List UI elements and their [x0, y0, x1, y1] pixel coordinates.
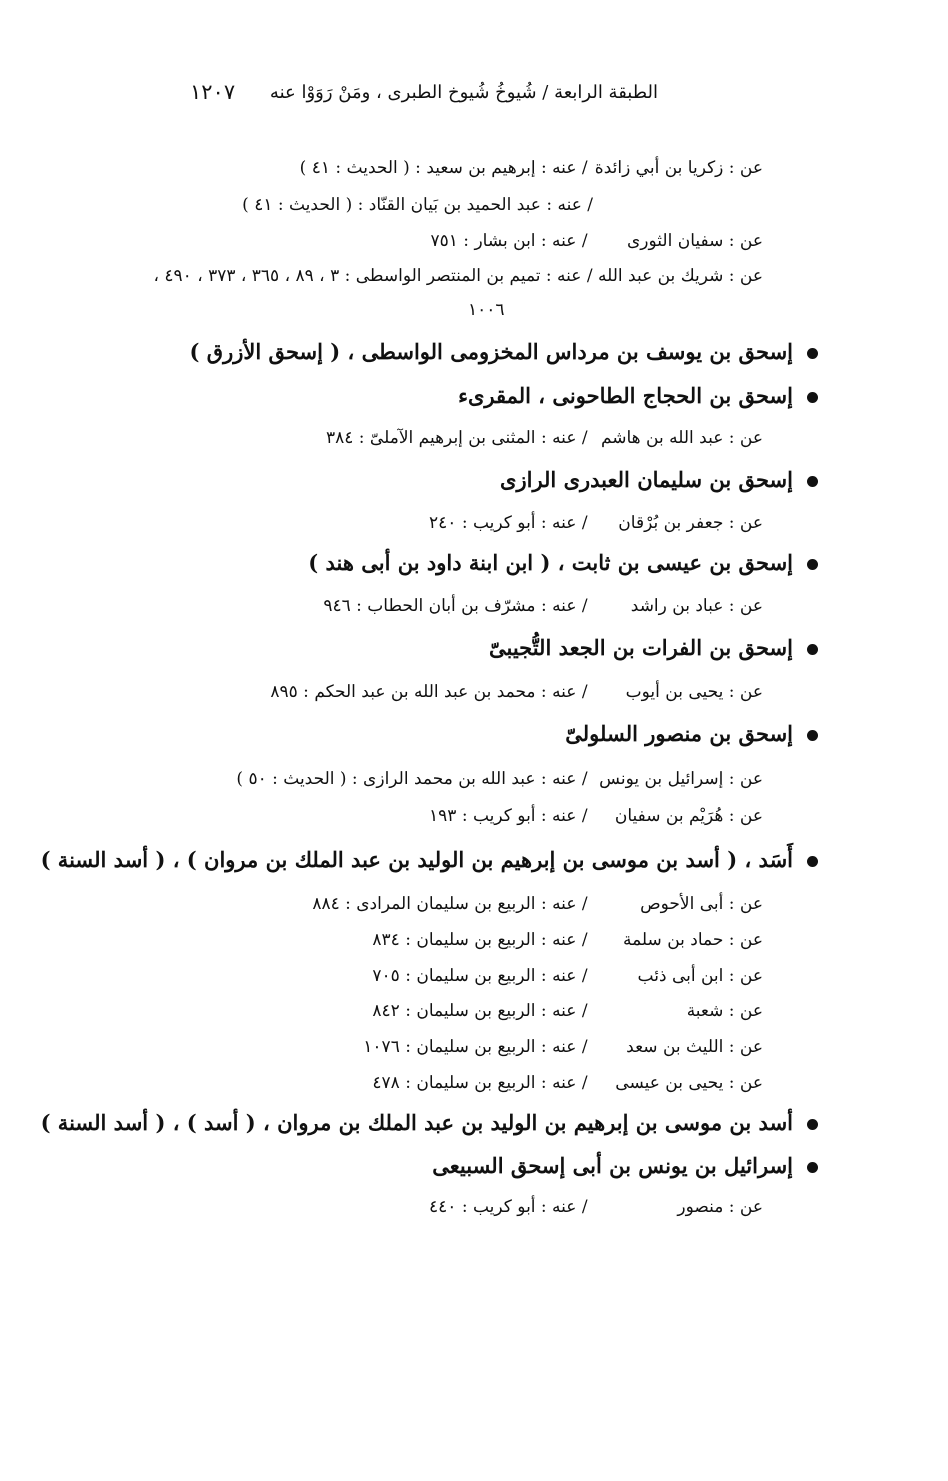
- narration-row: [423, 804, 763, 828]
- bullet-icon: [807, 730, 818, 741]
- narrated-from: عن : شعبة: [686, 1001, 763, 1021]
- bullet-icon: [807, 476, 818, 487]
- entry-heading: إسحق بن سليمان العبدرى الرازى: [500, 466, 818, 494]
- bullet-icon: [807, 856, 818, 867]
- bullet-icon: [807, 392, 818, 403]
- page-number: ١٢٠٧: [190, 80, 236, 104]
- narrated-from: عن : عبد الله بن هاشم: [600, 428, 763, 448]
- narrated-to: / عنه : الربيع بن سليمان : ٨٤٢: [372, 1001, 588, 1021]
- narration-row: [230, 767, 763, 791]
- narrated-from: عن : عباد بن راشد: [630, 596, 763, 616]
- narrated-to: / عنه : أبو كريب : ٤٤٠: [429, 1197, 588, 1217]
- narrated-from: عن : سفيان الثورى: [627, 231, 763, 251]
- narrated-from: عن : إسرائيل بن يونس: [599, 769, 763, 789]
- narration-row: [320, 426, 763, 450]
- narrated-from: عن : زكريا بن أبي زائدة: [594, 158, 763, 178]
- bullet-icon: [807, 1119, 818, 1130]
- narrated-from: عن : ابن أبى ذئب: [637, 966, 763, 986]
- narration-row: [242, 193, 593, 217]
- narrated-to: / عنه : الربيع بن سليمان : ٤٧٨: [372, 1073, 588, 1093]
- narrated-to: / عنه : إبرهيم بن سعيد : ( الحديث : ٤١ ): [299, 158, 588, 178]
- bullet-icon: [807, 1162, 818, 1173]
- narrated-from: عن : يحيى بن أيوب: [625, 682, 763, 702]
- entry-heading: إسحق بن عيسى بن ثابت ، ( ابن ابنة داود بن أبى هند ): [308, 549, 818, 577]
- entry-heading: إسرائيل بن يونس بن أبى إسحق السبيعى: [432, 1152, 818, 1180]
- narrated-to: / عنه : تميم بن المنتصر الواسطى : ٣ ، ٨٩ ، ٣٦٥ ، ٣٧٣ ، ٤٩٠ ،: [153, 266, 593, 286]
- narrated-from: عن : هُرَيْم بن سفيان: [614, 806, 763, 826]
- running-header: الطبقة الرابعة / شُيوخُ شُيوخ الطبرى ، ومَنْ رَوَوْا عنه: [269, 82, 658, 103]
- narration-row: [366, 999, 763, 1023]
- narrated-from: عن : شريك بن عبد الله: [597, 266, 763, 286]
- entry-heading: إسحق بن منصور السلولىّ: [565, 720, 818, 748]
- narrated-to: / عنه : أبو كريب : ١٩٣: [429, 806, 588, 826]
- narrated-from: عن : منصور: [677, 1197, 763, 1217]
- narrated-to: / عنه : الربيع بن سليمان : ٨٣٤: [372, 930, 588, 950]
- narration-row: [294, 156, 763, 180]
- entry-heading: إسحق بن الحجاج الطاحونى ، المقرىء: [458, 382, 818, 410]
- narrated-to: / عنه : الربيع بن سليمان المرادى : ٨٨٤: [312, 894, 588, 914]
- entry-heading: أَسَد ، ( أسد بن موسى بن إبرهيم بن الوليد بن عبد الملك بن مروان ) ، ( أسد السنة ): [41, 846, 818, 874]
- narrated-to: / عنه : عبد الله بن محمد الرازى : ( الحديث : ٥٠ ): [236, 769, 588, 789]
- narrated-to: / عنه : ابن بشار : ٧٥١: [430, 231, 588, 251]
- narration-row: [366, 964, 763, 988]
- narrated-from: عن : حماد بن سلمة: [622, 930, 763, 950]
- narration-row: [357, 1035, 763, 1059]
- narrated-to: / عنه : محمد بن عبد الله بن عبد الحكم : ٨٩٥: [270, 682, 588, 702]
- narrated-from: عن : يحيى بن عيسى: [615, 1073, 763, 1093]
- narrated-to: / عنه : أبو كريب : ٢٤٠: [429, 513, 588, 533]
- entry-heading: إسحق بن يوسف بن مرداس المخزومى الواسطى ، ( إسحق الأزرق ): [190, 338, 818, 366]
- narration-row: [148, 264, 764, 288]
- narrated-to: / عنه : عبد الحميد بن بَيان القنّاد : ( الحديث : ٤١ ): [242, 195, 593, 215]
- narration-row: [366, 1071, 763, 1095]
- narrated-to: / عنه : مشرّف بن أبان الحطاب : ٩٤٦: [323, 596, 588, 616]
- bullet-icon: [807, 644, 818, 655]
- narrated-to: / عنه : المثنى بن إبرهيم الآملىّ : ٣٨٤: [325, 428, 588, 448]
- narration-row: [366, 928, 763, 952]
- narration-row: [317, 594, 763, 618]
- narration-row: [306, 892, 763, 916]
- narration-row: [423, 511, 763, 535]
- narration-row: [264, 680, 763, 704]
- continuation-number: ١٠٠٦: [468, 300, 505, 320]
- bullet-icon: [807, 348, 818, 359]
- bullet-icon: [807, 559, 818, 570]
- narrated-to: / عنه : الربيع بن سليمان : ١٠٧٦: [363, 1037, 588, 1057]
- narrated-from: عن : أبى الأحوص: [640, 894, 763, 914]
- entry-heading: إسحق بن الفرات بن الجعد التُّجيبىّ: [489, 634, 818, 662]
- narrated-from: عن : جعفر بن بُرْقان: [618, 513, 763, 533]
- entry-heading: أسد بن موسى بن إبرهيم بن الوليد بن عبد الملك بن مروان ، ( أسد ) ، ( أسد السنة ): [41, 1109, 818, 1137]
- narrated-to: / عنه : الربيع بن سليمان : ٧٠٥: [372, 966, 588, 986]
- narrated-from: عن : الليث بن سعد: [626, 1037, 763, 1057]
- narration-row: [425, 229, 764, 253]
- narration-row: [423, 1195, 763, 1219]
